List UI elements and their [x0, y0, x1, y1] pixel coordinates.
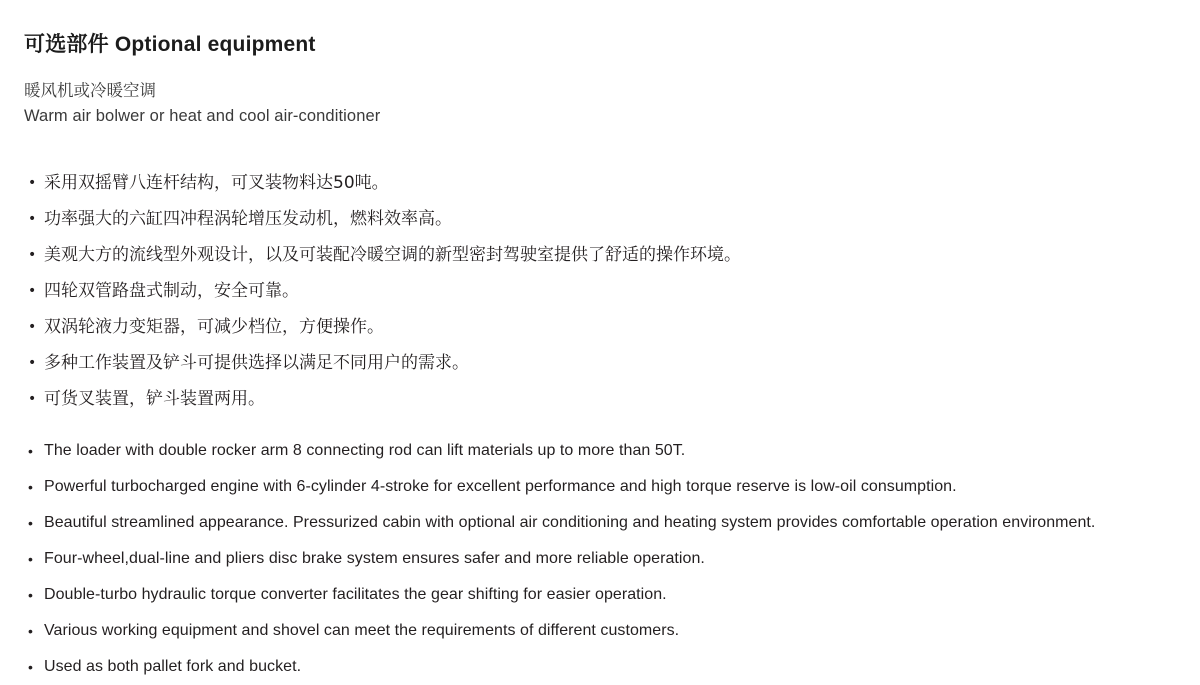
bullet-icon: •: [28, 443, 33, 460]
page-title-en: Optional equipment: [114, 33, 316, 56]
list-item-text: The loader with double rocker arm 8 connecting rod can lift materials up to more than 50T.: [44, 442, 686, 460]
bullet-icon: •: [28, 587, 33, 604]
list-item-text: Used as both pallet fork and bucket.: [44, 658, 302, 676]
bullet-icon: •: [28, 623, 33, 640]
list-item: [24, 201, 1176, 237]
list-item-text: Four-wheel,dual-line and pliers disc brake system ensures safer and more reliable operation.: [44, 550, 705, 568]
feature-list-zh: [24, 165, 1176, 417]
list-item: [24, 505, 1176, 541]
page-title: [24, 0, 1176, 58]
list-item: [24, 345, 1176, 381]
page-title-zh: 可选部件: [24, 32, 109, 56]
list-item-text: 双涡轮液力变矩器，可减少档位，方便操作。: [44, 317, 384, 338]
list-item-text: Double-turbo hydraulic torque converter facilitates the gear shifting for easier operation.: [44, 586, 667, 604]
list-item: [24, 273, 1176, 309]
list-item: [24, 541, 1176, 577]
bullet-icon: •: [28, 515, 33, 532]
list-item-text: Powerful turbocharged engine with 6-cylinder 4-stroke for excellent performance and high torque reserve is low-oil consumption.: [44, 478, 957, 496]
section-subtitle-en: Warm air bolwer or heat and cool air-conditioner: [24, 106, 381, 125]
bullet-icon: •: [28, 283, 37, 300]
feature-list-en: [24, 433, 1176, 685]
list-item: [24, 613, 1176, 649]
list-item-text: Beautiful streamlined appearance. Pressurized cabin with optional air conditioning and heating system provides comfortable operation environment.: [44, 514, 1096, 532]
bullet-icon: •: [28, 175, 37, 192]
bullet-icon: •: [28, 355, 37, 372]
list-item-text: 可货叉装置，铲斗装置两用。: [44, 389, 265, 410]
section-subtitle-zh: 暖风机或冷暖空调: [24, 81, 156, 100]
list-item-text: 功率强大的六缸四冲程涡轮增压发动机，燃料效率高。: [44, 209, 452, 230]
list-item: [24, 649, 1176, 685]
bullet-icon: •: [28, 391, 37, 408]
bullet-icon: •: [28, 247, 37, 264]
list-item: [24, 381, 1176, 417]
bullet-icon: •: [28, 659, 33, 676]
bullet-icon: •: [28, 479, 33, 496]
bullet-icon: •: [28, 211, 37, 228]
list-item: [24, 469, 1176, 505]
list-item: [24, 577, 1176, 613]
section-subtitle: [24, 58, 1176, 129]
list-item: [24, 165, 1176, 201]
list-item-text: 四轮双管路盘式制动，安全可靠。: [44, 281, 299, 302]
list-item-text: Various working equipment and shovel can meet the requirements of different customers.: [44, 622, 680, 640]
list-item-text: 美观大方的流线型外观设计，以及可装配冷暖空调的新型密封驾驶室提供了舒适的操作环境。: [44, 245, 741, 266]
list-item: [24, 433, 1176, 469]
list-item: [24, 309, 1176, 345]
bullet-icon: •: [28, 551, 33, 568]
bullet-icon: •: [28, 319, 37, 336]
list-item-text: 采用双摇臂八连杆结构，可叉装物料达50吨。: [44, 173, 389, 194]
list-item-text: 多种工作装置及铲斗可提供选择以满足不同用户的需求。: [44, 353, 469, 374]
list-item: [24, 237, 1176, 273]
